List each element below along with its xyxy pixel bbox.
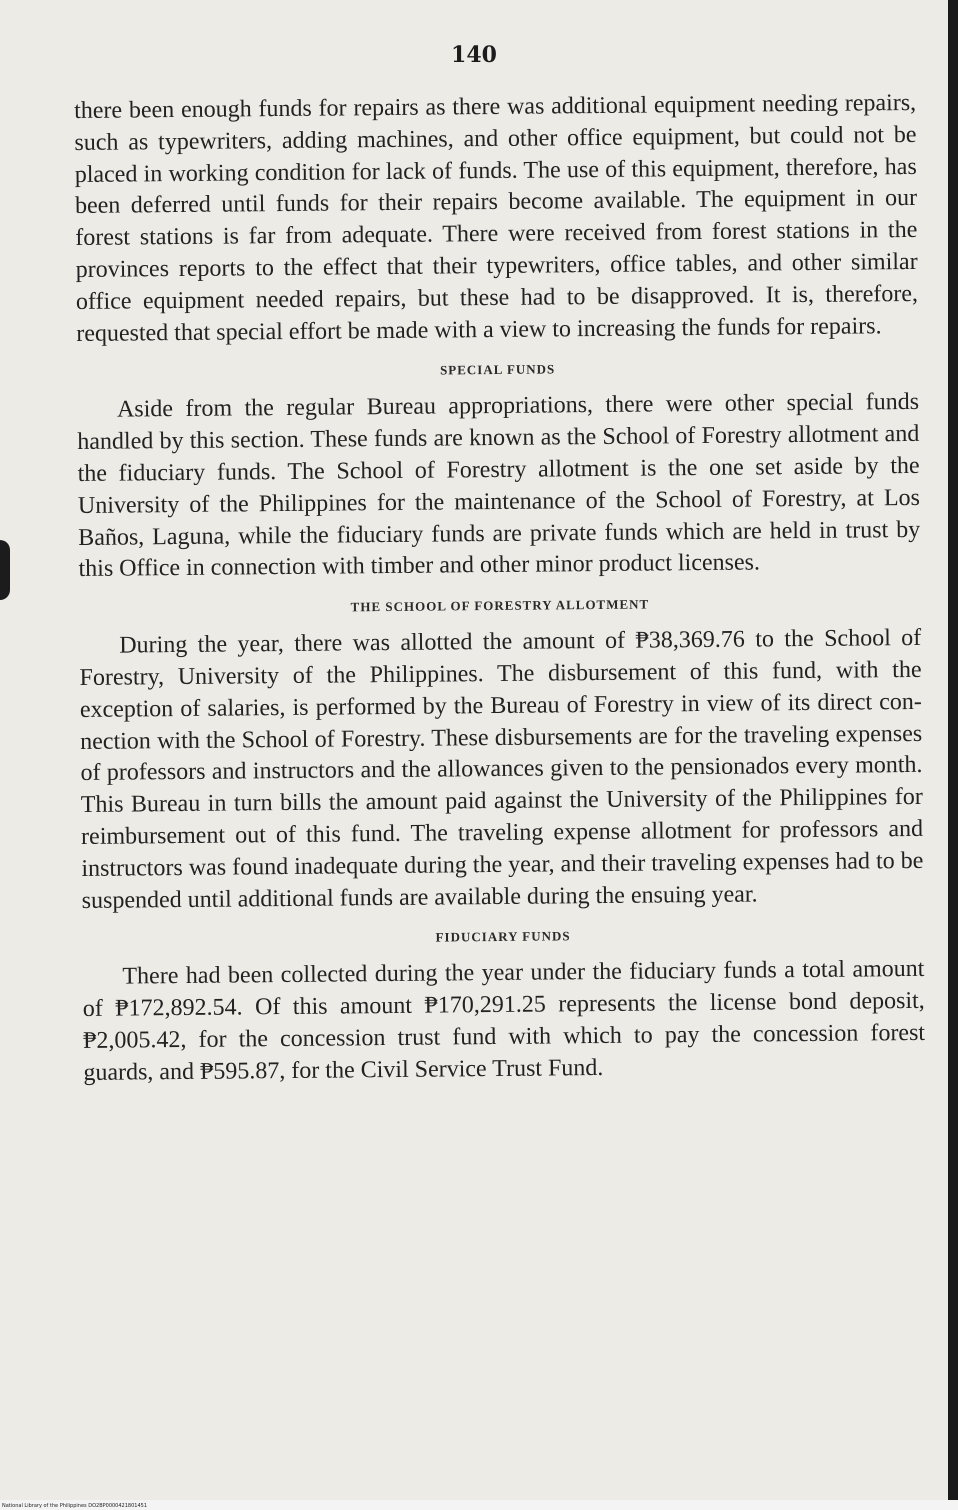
page-body [74,88,925,1090]
heading-fiduciary-funds: FIDUCIARY FUNDS [435,928,571,945]
scan-footer-strip [0,1500,958,1510]
heading-special-funds: SPECIAL FUNDS [439,361,556,378]
scan-footer-text: National Library of the Philippines DO2BP0000421801451 [2,1503,147,1509]
paragraph-special-funds: Aside from the regular Bureau appropriations, there were other special funds handled by this section. These funds are known as the School of Forestry allotment and the fiduciary funds. The School of Forestry allotment is the one set aside by the University of the Philippines for the maintenance of the School of Forestry, at Los Baños, Laguna, while the fiduciary funds are private funds which are held in trust by this Office in connection with timber and other minor product licenses. [77,389,921,583]
scan-right-edge [948,0,958,1510]
paragraph-equipment-repairs: there been enough funds for repairs as there was additional equipment needing repairs, such as typewriters, adding machines, and other office equipment, but could not be placed in working condition for lack of funds. The use of this equipment, therefore, has been deferred until funds for their repairs become available. The equipment in our forest stations is far from adequate. There were received from forest stations in the provinces reports to the effect that their typewriters, office tables, and other similar office equipment needed repairs, but these had to be disapproved. It is, therefore, requested that special effort be made with a view to increasing the funds for repairs. [74,89,919,347]
heading-school-of-forestry-allotment: THE SCHOOL OF FORESTRY ALLOTMENT [350,596,650,615]
scan-ink-blot [0,540,10,600]
paragraph-fiduciary-funds: There had been collected during the year under the fiduciary funds a total amount of ₱172,892.54. Of this amount ₱170,291.25 represents the license bond deposit, ₱2,005.42, for the concession trust fund with which to pay the concession forest guards, and ₱595.87, for the Civil Service Trust Fund. [82,956,926,1086]
paragraph-school-of-forestry-allotment: During the year, there was allotted the amount of ₱38,369.76 to the School of Forestry, University of the Philippines. The disbursement of this fund, with the exception of salaries, is performed by the Bureau of Forestry in view of its direct connection with the School of Forestry. These disbursements are for the traveling expenses of professors and instructors and the allowances given to the pensionados every month. This Bureau in turn bills the amount paid against the University of the Philippines for reimbursement out of this fund. The traveling expense allotment for professors and instructors was found inadequate during the year, and their traveling expenses had to be suspended until additional funds are available during the ensuing year. [79,625,924,914]
page-number: 140 [451,42,497,68]
